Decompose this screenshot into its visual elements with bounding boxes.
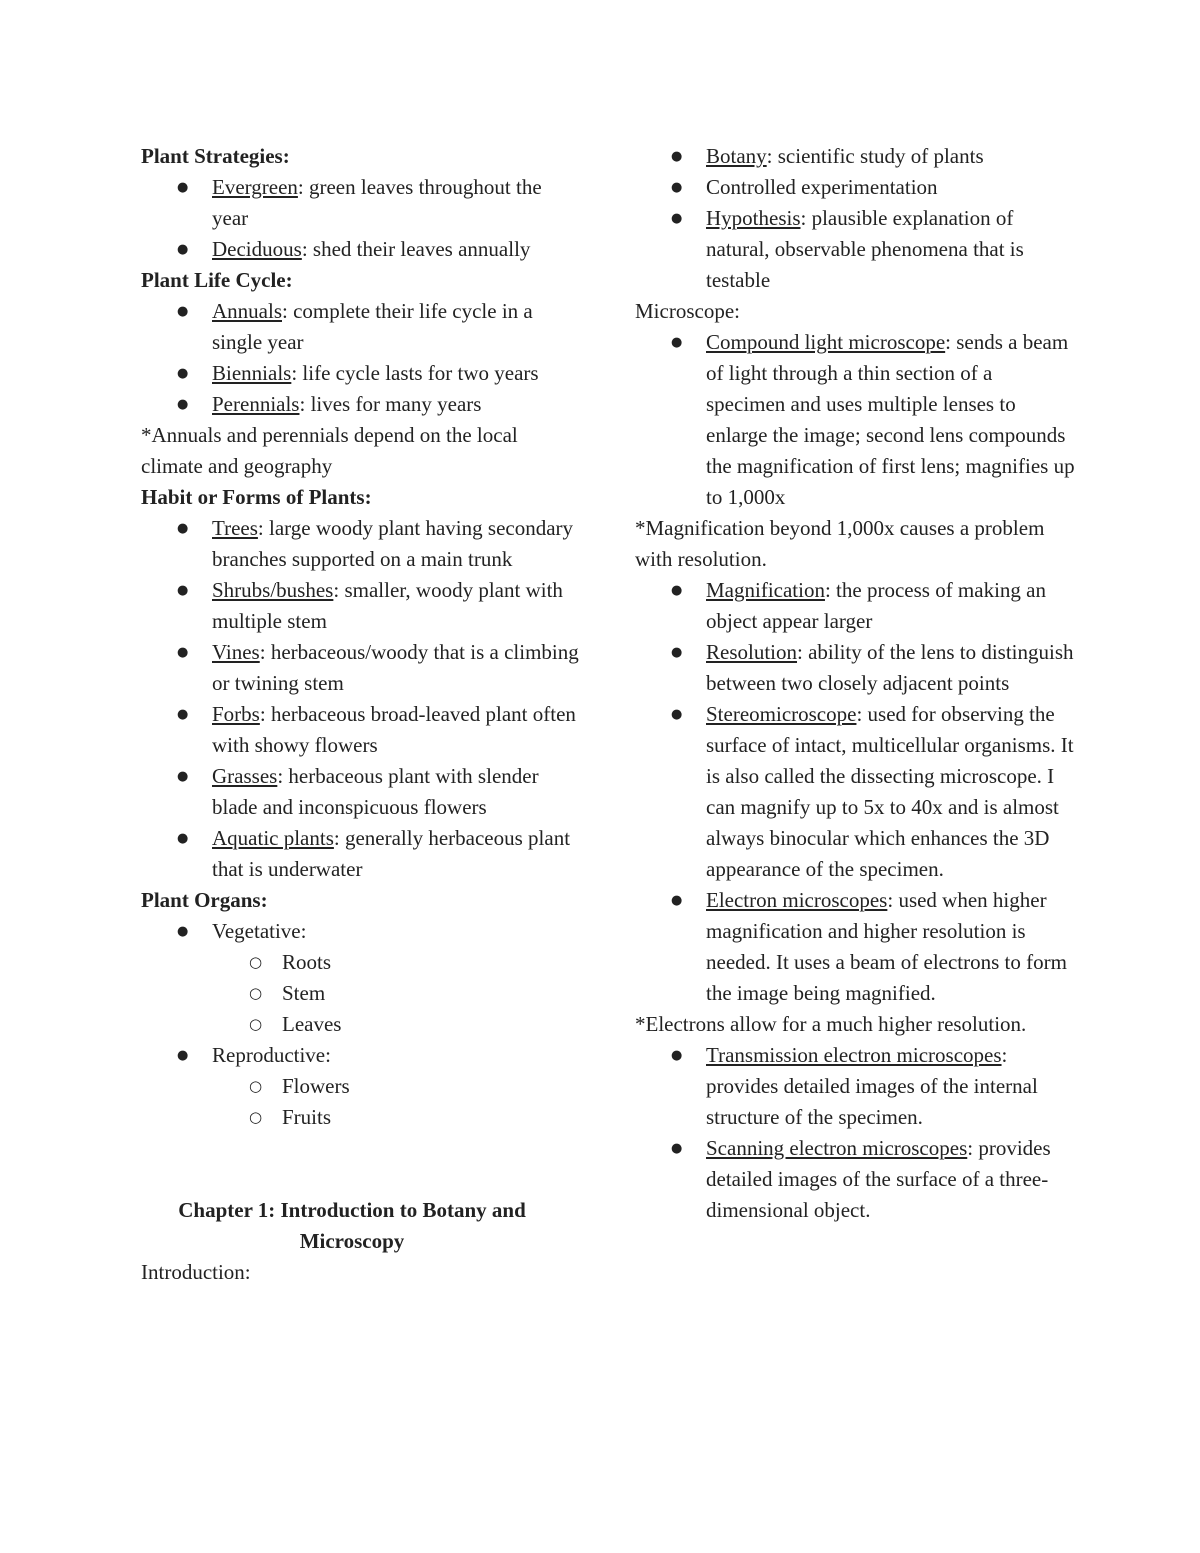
list-introduction [635,141,1075,296]
list-habit-forms [141,513,581,885]
term: Annuals [212,299,282,323]
term: Hypothesis [706,206,801,230]
list-item [635,575,1075,637]
list-item [635,172,1075,203]
list-plant-organs [141,916,581,1133]
list-item: ● Reproductive: [141,1040,581,1071]
heading-plant-life-cycle: Plant Life Cycle: [141,268,293,292]
list-item [141,172,581,234]
definition: : life cycle lasts for two years [291,361,539,385]
definition: : herbaceous/woody that is a climbing or twining stem [212,640,579,695]
heading-plant-strategies: Plant Strategies: [141,144,290,168]
list-item [141,234,581,265]
term: Deciduous [212,237,302,261]
term: Compound light microscope [706,330,946,354]
list-item [635,885,1075,1009]
definition: : provides detailed images of the surface of a three-dimensional object. [706,1136,1051,1222]
list-item [635,1133,1075,1226]
term: Transmission electron microscopes [706,1043,1002,1067]
definition: : lives for many years [299,392,482,416]
term: Scanning electron microscopes [706,1136,968,1160]
term: Evergreen [212,175,298,199]
heading-habit-forms: Habit or Forms of Plants: [141,485,372,509]
list-item [141,761,581,823]
list-item [141,389,581,420]
spacer [141,1133,581,1195]
right-column [635,141,1075,1226]
chapter-title-line-2: Microscopy [299,1229,405,1253]
term: Aquatic plants [212,826,334,850]
left-column [141,141,581,1288]
list-item: ● Vegetative: [141,916,581,947]
chapter-title-line-1: Chapter 1: Introduction to Botany and [178,1198,526,1222]
definition: : used for observing the surface of intact, multicellular organisms. It is also called the dissecting microscope. I can magnify up to 5x to 40x and is almost always binocular which enhances the 3D appearance of the specimen. [706,702,1074,881]
sub-list-item: ○ Leaves [141,1009,581,1040]
definition: : the process of making an object appear larger [706,578,1046,633]
sub-list-item: ○ Flowers [141,1071,581,1102]
list-item [141,358,581,389]
list-plant-life-cycle [141,296,581,420]
definition: : green leaves throughout the year [212,175,542,230]
list-item [141,637,581,699]
term: Forbs [212,702,260,726]
microscope-label: Microscope: [635,299,740,323]
list-plant-strategies [141,172,581,265]
list-optics [635,575,1075,1009]
sub-list-item: ○ Fruits [141,1102,581,1133]
definition: : sends a beam of light through a thin section of a specimen and uses multiple lenses to enlarge the image; second lens compounds the magnification of first lens; magnifies up to 1,000x [706,330,1075,509]
definition: : plausible explanation of natural, observable phenomena that is testable [706,206,1024,292]
list-item [635,327,1075,513]
note-electrons: *Electrons allow for a much higher resolution. [635,1012,1027,1036]
list-item [141,699,581,761]
term: Botany [706,144,767,168]
definition: : herbaceous broad-leaved plant often with showy flowers [212,702,576,757]
term: Stereomicroscope [706,702,857,726]
definition: : shed their leaves annually [301,237,531,261]
definition: : complete their life cycle in a single year [212,299,533,354]
term: Magnification [706,578,825,602]
list-item [141,296,581,358]
term: Biennials [212,361,292,385]
list-item [141,823,581,885]
definition: : scientific study of plants [766,144,984,168]
term: Perennials [212,392,300,416]
definition: : used when higher magnification and higher resolution is needed. It uses a beam of electrons to form the image being magnified. [706,888,1067,1005]
definition: : provides detailed images of the internal structure of the specimen. [706,1043,1038,1129]
sub-list-item: ○ Stem [141,978,581,1009]
definition: : smaller, woody plant with multiple stem [212,578,563,633]
definition: : generally herbaceous plant that is underwater [212,826,571,881]
definition: : herbaceous plant with slender blade and inconspicuous flowers [212,764,539,819]
introduction-label: Introduction: [141,1260,251,1284]
term: Shrubs/bushes [212,578,334,602]
note-magnification: *Magnification beyond 1,000x causes a problem with resolution. [635,516,1045,571]
definition: : ability of the lens to distinguish between two closely adjacent points [706,640,1074,695]
term: Electron microscopes [706,888,888,912]
note-annuals-perennials: *Annuals and perennials depend on the local climate and geography [141,423,518,478]
term: Trees [212,516,258,540]
term: Vines [212,640,260,664]
definition: : large woody plant having secondary branches supported on a main trunk [212,516,574,571]
term: Resolution [706,640,798,664]
list-item [635,203,1075,296]
term: Grasses [212,764,278,788]
list-item [141,575,581,637]
sub-list-item: ○ Roots [141,947,581,978]
list-item [141,513,581,575]
list-item [635,699,1075,885]
list-electron-microscopes [635,1040,1075,1226]
list-item [635,1040,1075,1133]
list-item [635,637,1075,699]
heading-plant-organs: Plant Organs: [141,888,268,912]
list-microscope [635,327,1075,513]
list-item [635,141,1075,172]
definition: Controlled experimentation [706,175,938,199]
